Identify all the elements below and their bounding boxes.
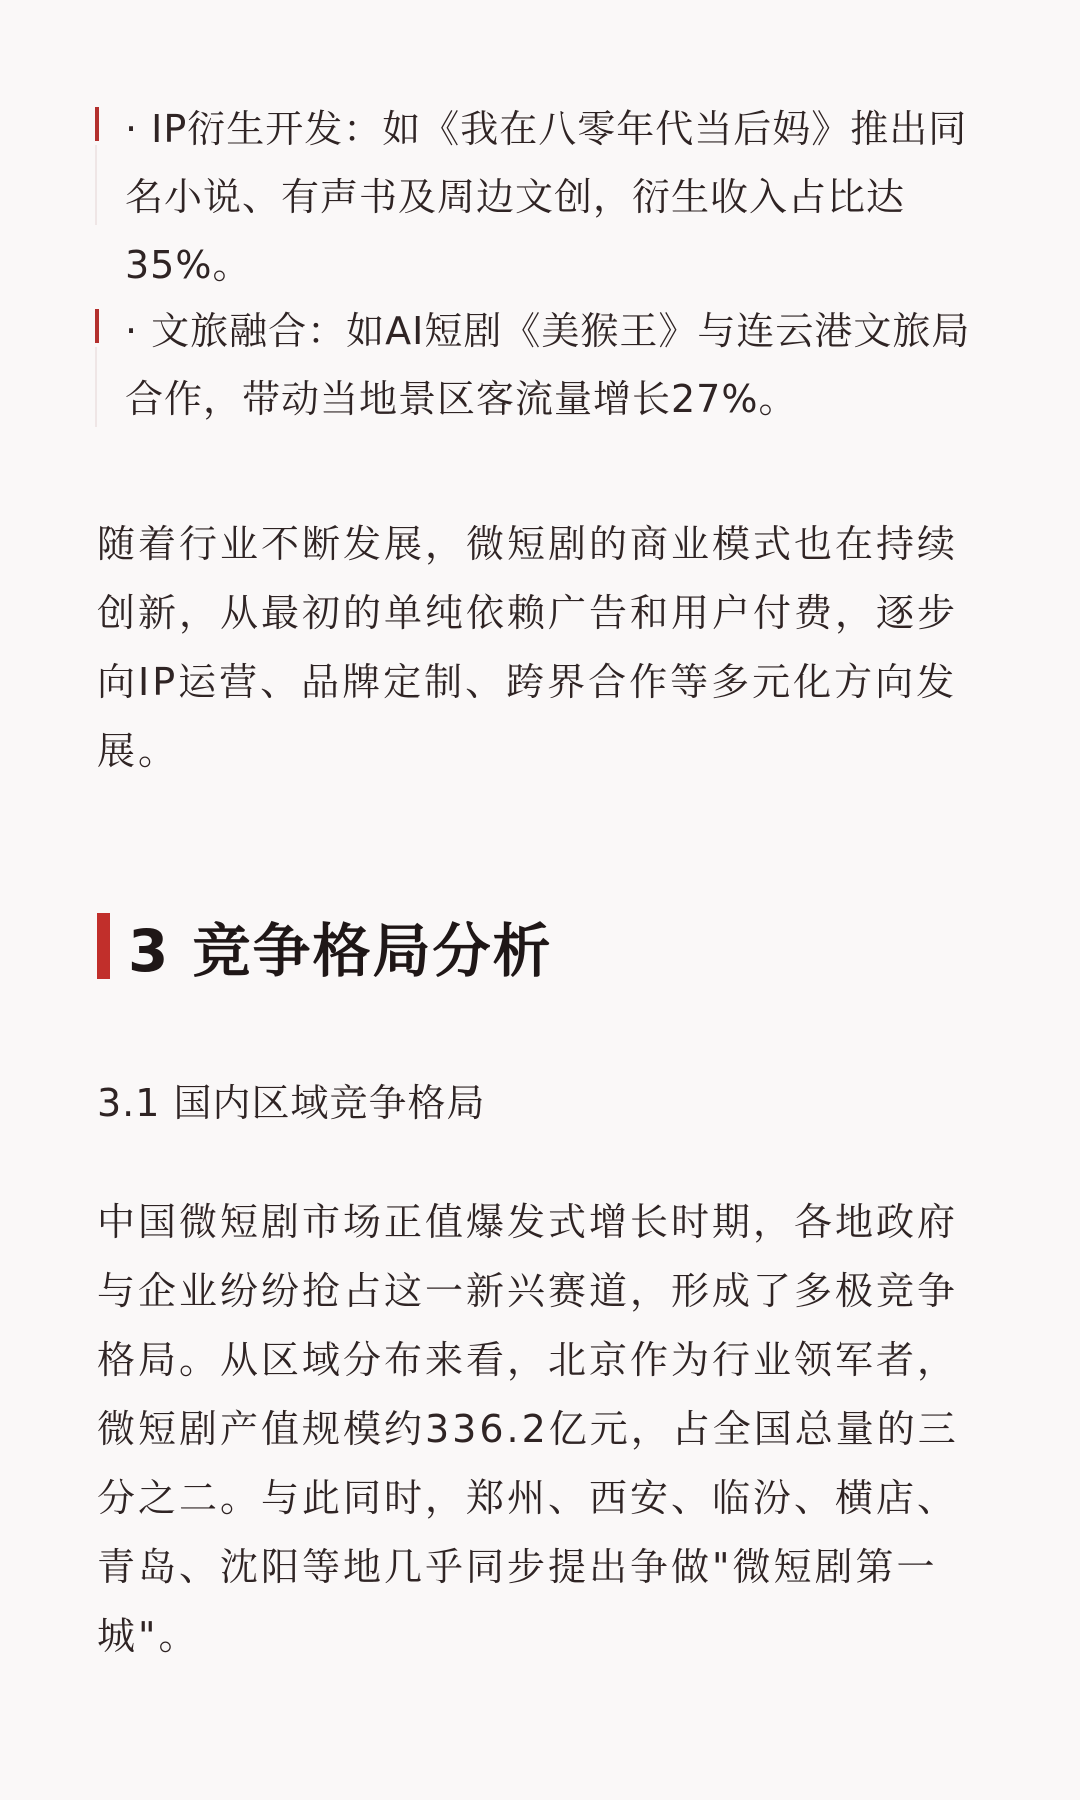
bullet-accent-bar	[95, 107, 99, 141]
bullet-rule	[95, 145, 97, 225]
section-heading	[97, 910, 553, 985]
bullet-text: · IP衍生开发：如《我在八零年代当后妈》推出同名小说、有声书及周边文创，衍生收入占比达35%。	[125, 107, 968, 287]
bullet-text: · 文旅融合：如AI短剧《美猴王》与连云港文旅局合作，带动当地景区客流量增长27%。	[125, 309, 971, 421]
paragraph-regional-competition: 中国微短剧市场正值爆发式增长时期，各地政府与企业纷纷抢占这一新兴赛道，形成了多极竞争格局。从区域分布来看，北京作为行业领军者，微短剧产值规模约336.2亿元，占全国总量的三分之二。与此同时，郑州、西安、临汾、横店、青岛、沈阳等地几乎同步提出争做"微短剧第一城"。	[97, 1200, 959, 1658]
section-accent-bar	[97, 913, 110, 979]
paragraph-business-model: 随着行业不断发展，微短剧的商业模式也在持续创新，从最初的单纯依赖广告和用户付费，逐步向IP运营、品牌定制、跨界合作等多元化方向发展。	[97, 522, 959, 773]
bullet-ip-derivative	[95, 95, 985, 299]
bullet-accent-bar	[95, 309, 99, 343]
section-title: 3 竞争格局分析	[128, 917, 553, 985]
bullet-rule	[95, 347, 97, 427]
bullet-culture-tourism	[95, 297, 985, 433]
subsection-title: 3.1 国内区域竞争格局	[97, 1081, 486, 1125]
